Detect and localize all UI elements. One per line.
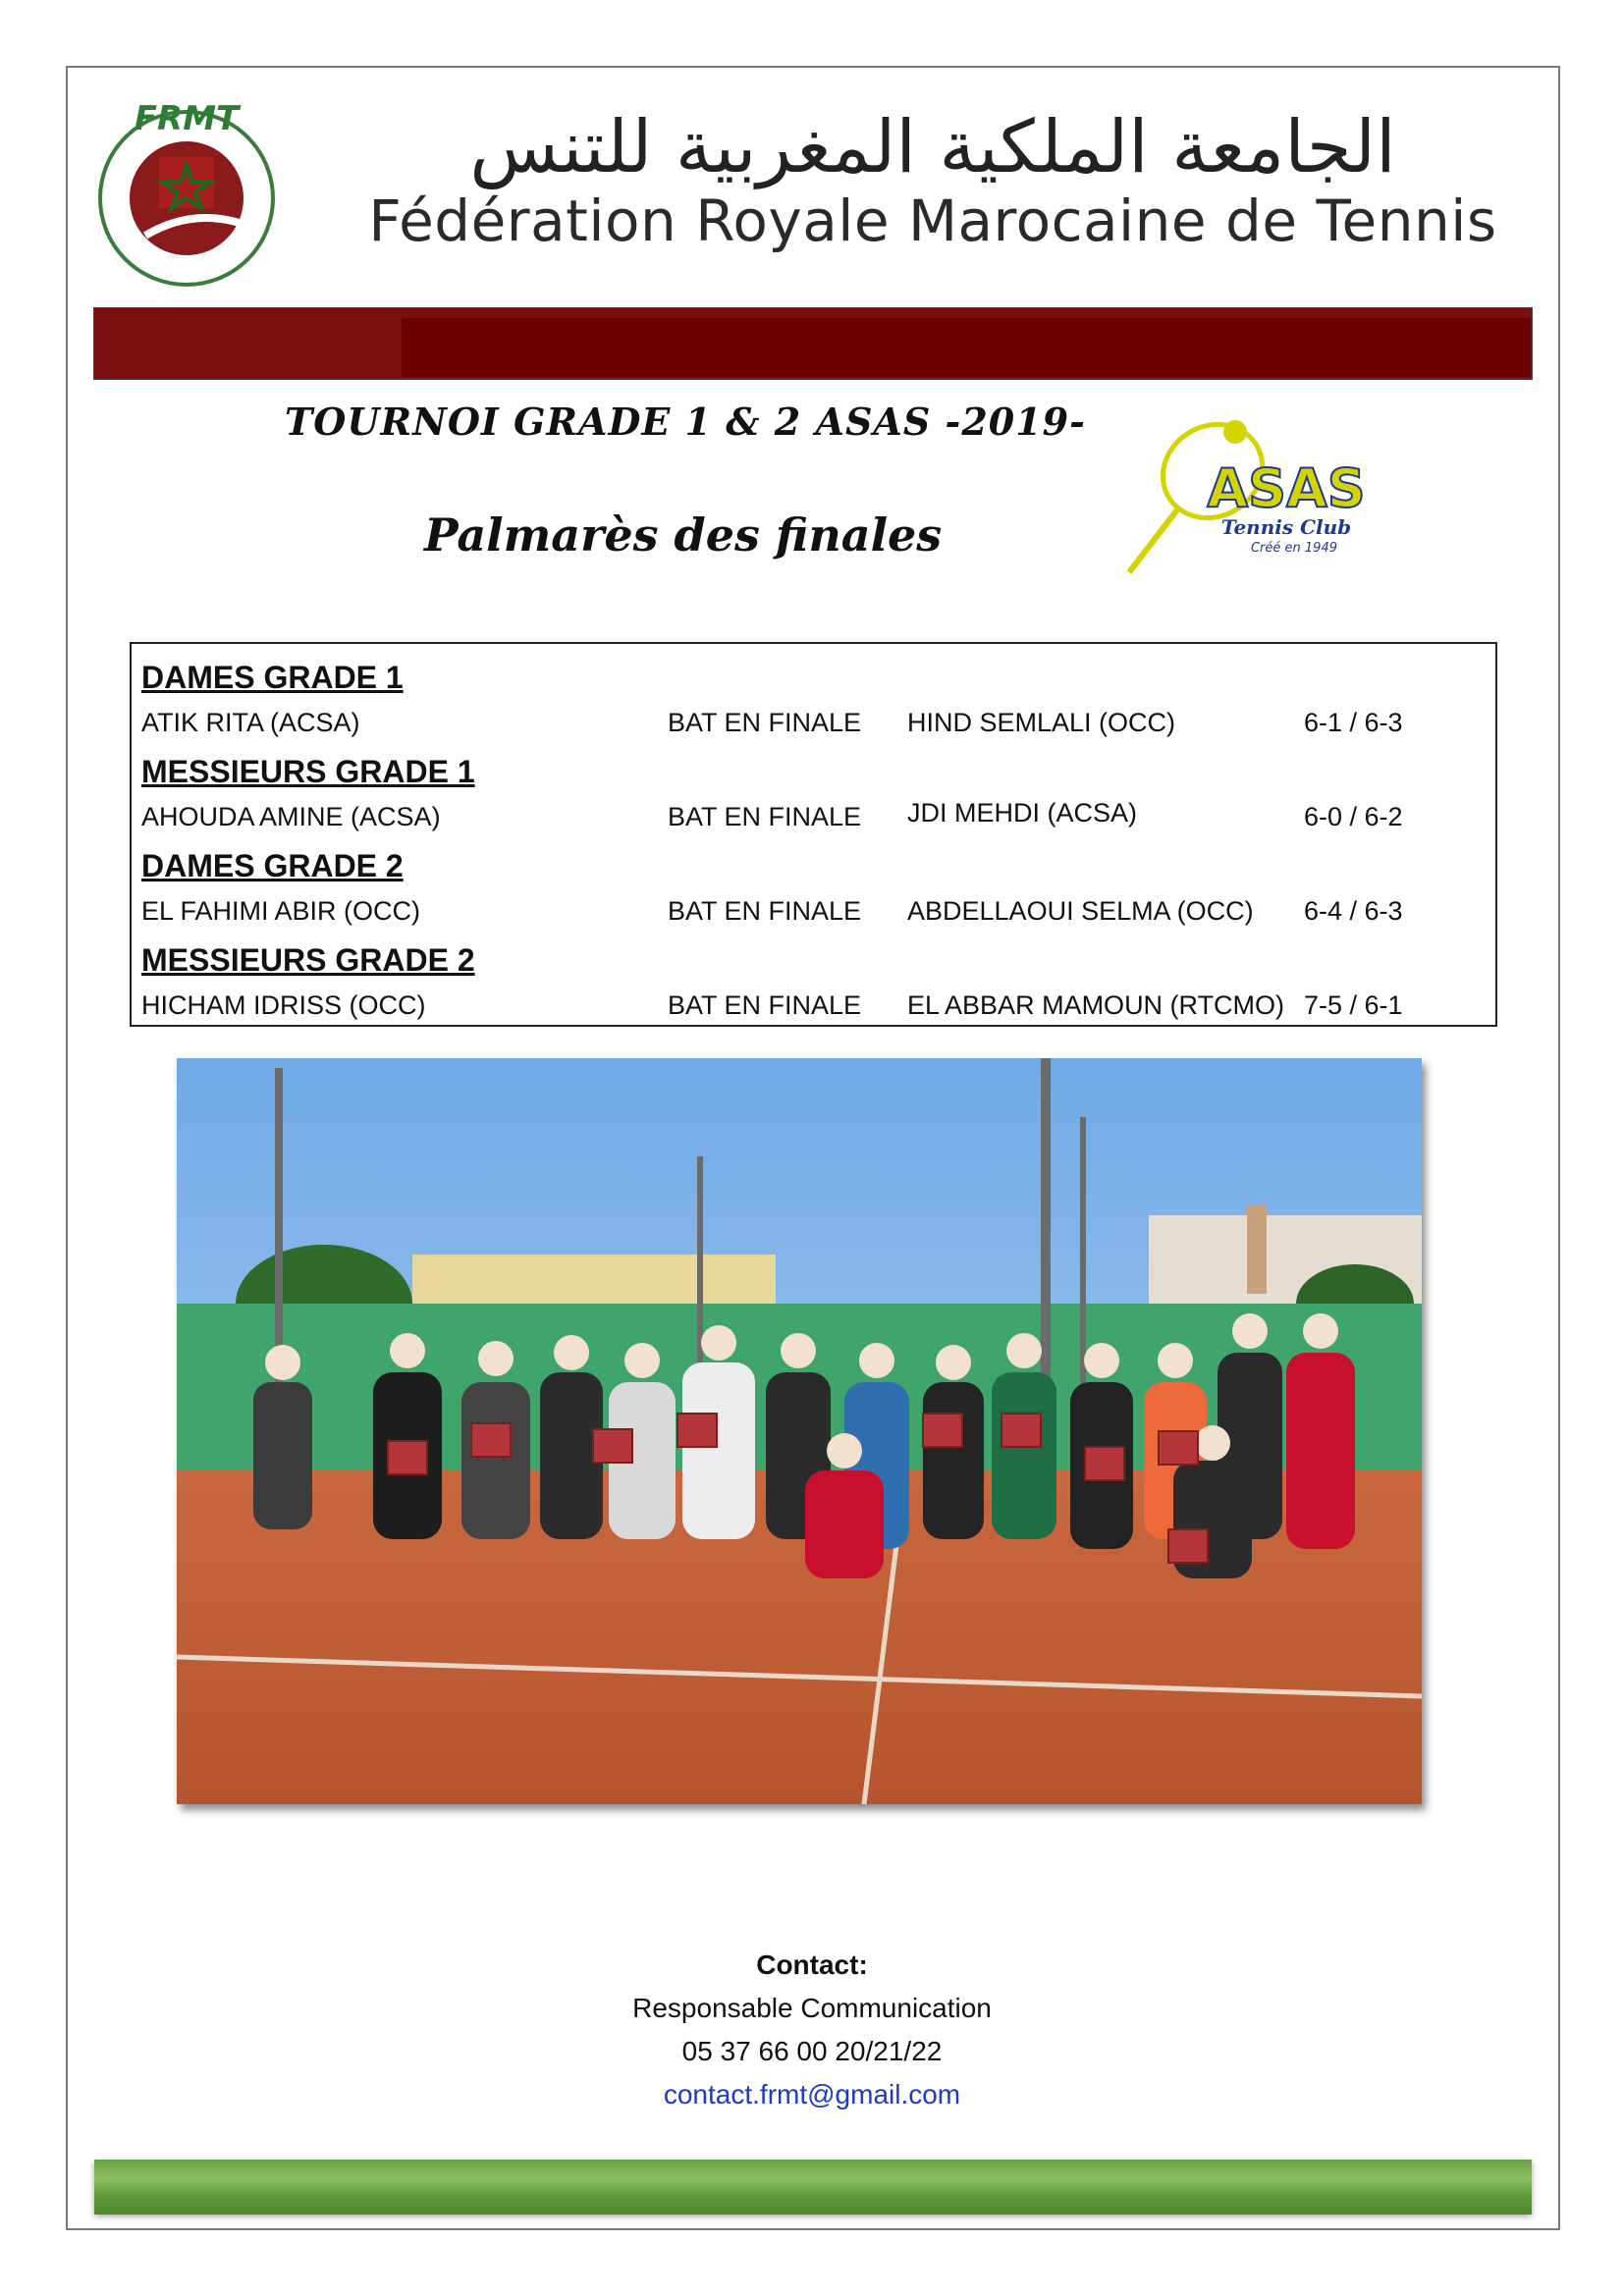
opponent: ABDELLAOUI SELMA (OCC)	[907, 896, 1254, 926]
opponent: JDI MEHDI (ACSA)	[907, 798, 1138, 828]
french-title: Fédération Royale Marocaine de Tennis	[368, 187, 1497, 254]
frmt-logo	[86, 88, 287, 289]
opponent: HIND SEMLALI (OCC)	[907, 708, 1176, 737]
score: 7-5 / 6-1	[1304, 990, 1403, 1020]
opponent: EL ABBAR MAMOUN (RTCMO)	[907, 990, 1285, 1020]
winner: EL FAHIMI ABIR (OCC)	[141, 896, 421, 926]
score: 6-4 / 6-3	[1304, 896, 1403, 926]
asas-tagline: Tennis Club	[1220, 515, 1352, 539]
contact-role: Responsable Communication	[632, 1993, 992, 2023]
contact-email-link[interactable]: contact.frmt@gmail.com	[663, 2079, 961, 2109]
tournament-subtitle: Palmarès des finales	[424, 508, 943, 561]
asas-logo	[1119, 410, 1375, 582]
contact-label: Contact:	[756, 1949, 868, 1980]
communique-banner	[93, 307, 1533, 380]
result-verb: BAT EN FINALE	[668, 896, 862, 926]
winner: ATIK RITA (ACSA)	[141, 708, 360, 737]
contact-phone: 05 37 66 00 20/21/22	[681, 2036, 943, 2066]
group-photo	[177, 1058, 1422, 1804]
banner-date: 12/02/2019	[714, 20, 911, 63]
category-heading: MESSIEURS GRADE 1	[141, 754, 475, 789]
asas-founded: Créé en 1949	[1250, 541, 1338, 556]
result-verb: BAT EN FINALE	[668, 708, 862, 737]
score: 6-1 / 6-3	[1304, 708, 1403, 737]
category-heading: MESSIEURS GRADE 2	[141, 942, 475, 978]
tournament-title: TOURNOI GRADE 1 & 2 ASAS -2019-	[285, 400, 1086, 444]
score: 6-0 / 6-2	[1304, 802, 1403, 831]
category-heading: DAMES GRADE 2	[141, 848, 404, 883]
winner: HICHAM IDRISS (OCC)	[141, 990, 426, 1020]
result-verb: BAT EN FINALE	[668, 990, 862, 1020]
category-heading: DAMES GRADE 1	[141, 660, 404, 695]
frmt-logo-text: FRMT	[134, 99, 240, 138]
banner-label: COMMUNIQUÉ	[405, 20, 682, 63]
winner: AHOUDA AMINE (ACSA)	[141, 802, 441, 831]
results-table	[130, 642, 1497, 1027]
banner-text	[405, 14, 1190, 69]
banner-inner	[402, 318, 1531, 377]
grass-footer-bar	[94, 2160, 1532, 2215]
asas-name: ASAS	[1207, 457, 1366, 519]
arabic-title: الجامعة الملكية المغربية للتنس	[469, 105, 1396, 189]
contact-block	[517, 1944, 1107, 2116]
result-verb: BAT EN FINALE	[668, 802, 862, 831]
